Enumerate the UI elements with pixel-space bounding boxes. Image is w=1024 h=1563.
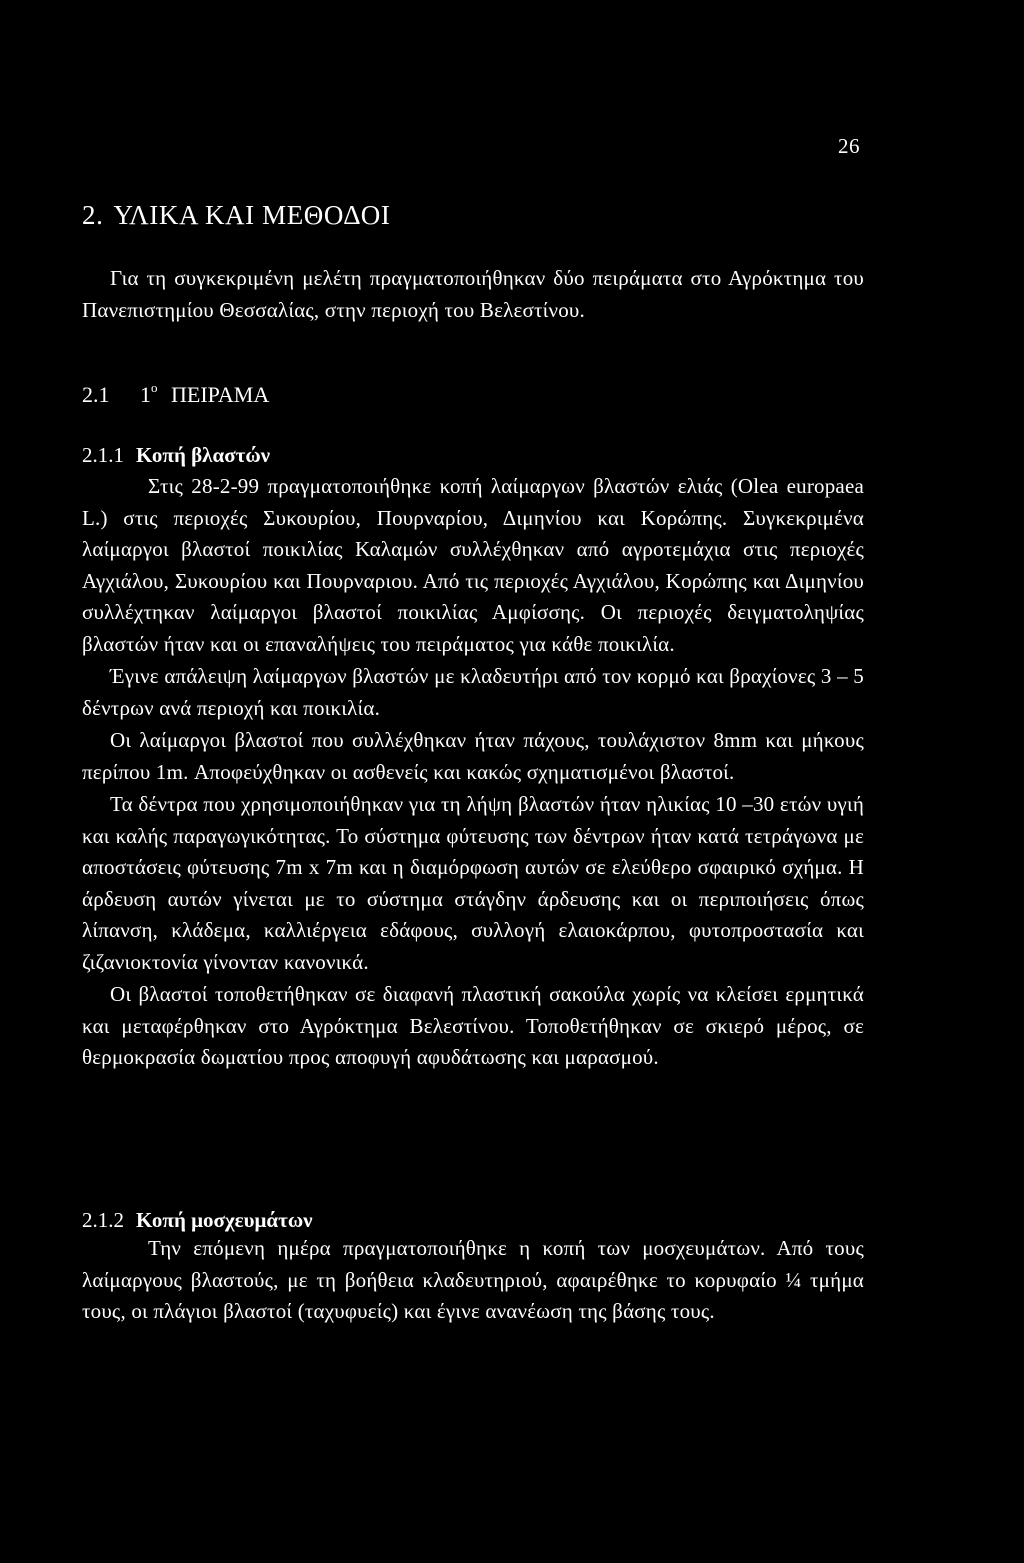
subsection-1-title: Κοπή βλαστών bbox=[136, 443, 271, 467]
subsection-1-heading bbox=[82, 443, 270, 468]
subsection-1-number: 2.1.1 bbox=[82, 443, 124, 467]
section-heading bbox=[82, 382, 269, 408]
paragraph-6: Την επόμενη ημέρα πραγματοποιήθηκε η κοπή των μοσχευμάτων. Από τους λαίμαργους βλαστούς, με τη βοήθεια κλαδευτηριού, αφαιρέθηκε το κορυφαίο ¼ τμήμα τους, οι πλάγιοι βλαστοί (ταχυφυείς) και έγινε ανανέωση της βάσης τους. bbox=[82, 1236, 864, 1323]
chapter-number: 2. bbox=[82, 200, 104, 230]
section-ordinal bbox=[140, 382, 158, 407]
paragraph-2: Έγινε απάλειψη λαίμαργων βλαστών με κλαδευτήρι από τον κορμό και βραχίονες 3 – 5 δέντρων ανά περιοχή και ποικιλία. bbox=[82, 664, 864, 720]
paragraph-4: Τα δέντρα που χρησιμοποιήθηκαν για τη λήψη βλαστών ήταν ηλικίας 10 –30 ετών υγιή και καλής παραγωγικότητας. Το σύστημα φύτευσης των δέντρων ήταν κατά τετράγωνα με αποστάσεις φύτευσης 7m x 7m και η διαμόρφωση αυτών σε ελεύθερο σφαιρικό σχήμα. Η άρδευση αυτών γίνεται με το σύστημα στάγδην άρδευσης και οι περιποιήσεις όπως λίπανση, κλάδεμα, καλλιέργεια εδάφους, συλλογή ελαιοκάρπου, φυτοπροστασία και ζιζανιοκτονία γίνονταν κανονικά. bbox=[82, 792, 864, 974]
paragraph-1: Στις 28-2-99 πραγματοποιήθηκε κοπή λαίμαργων βλαστών ελιάς (Olea europaea L.) στις περιοχές Συκουρίου, Πουρναρίου, Διμηνίου και Κορώπης. Συγκεκριμένα λαίμαργοι βλαστοί ποικιλίας Καλαμών συλλέχθηκαν από αγροτεμάχια στις περιοχές Αγχιάλου, Συκουρίου και Πουρναριου. Από τις περιοχές Αγχιάλου, Κορώπης και Διμηνίου συλλέχτηκαν λαίμαργοι βλαστοί ποικιλίας Αμφίσσης. Οι περιοχές δειγματοληψίας βλαστών ήταν και οι επαναλήψεις του πειράματος για κάθε ποικιλία. bbox=[82, 474, 864, 656]
subsection-2-number: 2.1.2 bbox=[82, 1208, 124, 1232]
paragraph-3: Οι λαίμαργοι βλαστοί που συλλέχθηκαν ήταν πάχους, τουλάχιστον 8mm και μήκους περίπου 1m. Αποφεύχθηκαν οι ασθενείς και κακώς σχηματισμένοι βλαστοί. bbox=[82, 728, 864, 784]
page-number: 26 bbox=[838, 134, 860, 158]
intro-block bbox=[82, 263, 864, 326]
section-title: ΠΕΙΡΑΜΑ bbox=[171, 382, 270, 408]
paragraph-5: Οι βλαστοί τοποθετήθηκαν σε διαφανή πλαστική σακούλα χωρίς να κλείσει ερμητικά και μεταφέρθηκαν στο Αγρόκτημα Βελεστίνου. Τοποθετήθηκαν σε σκιερό μέρος, σε θερμοκρασία δωματίου προς αποφυγή αφυδάτωσης και μαρασμού. bbox=[82, 982, 864, 1069]
chapter-title bbox=[82, 200, 390, 231]
subsection-2-body bbox=[82, 1233, 864, 1328]
section-number: 2.1 bbox=[82, 382, 110, 408]
intro-paragraph: Για τη συγκεκριμένη μελέτη πραγματοποιήθηκαν δύο πειράματα στο Αγρόκτημα του Πανεπιστημίου Θεσσαλίας, στην περιοχή του Βελεστίνου. bbox=[82, 266, 864, 322]
section-ordinal-sup: ο bbox=[151, 380, 158, 395]
chapter-title-text: ΥΛΙΚΑ ΚΑΙ ΜΕΘΟΔΟΙ bbox=[113, 200, 391, 230]
subsection-2-title: Κοπή μοσχευμάτων bbox=[136, 1208, 313, 1232]
subsection-1-body bbox=[82, 471, 864, 1074]
section-ordinal-number: 1 bbox=[140, 382, 151, 408]
subsection-2-heading bbox=[82, 1208, 313, 1233]
